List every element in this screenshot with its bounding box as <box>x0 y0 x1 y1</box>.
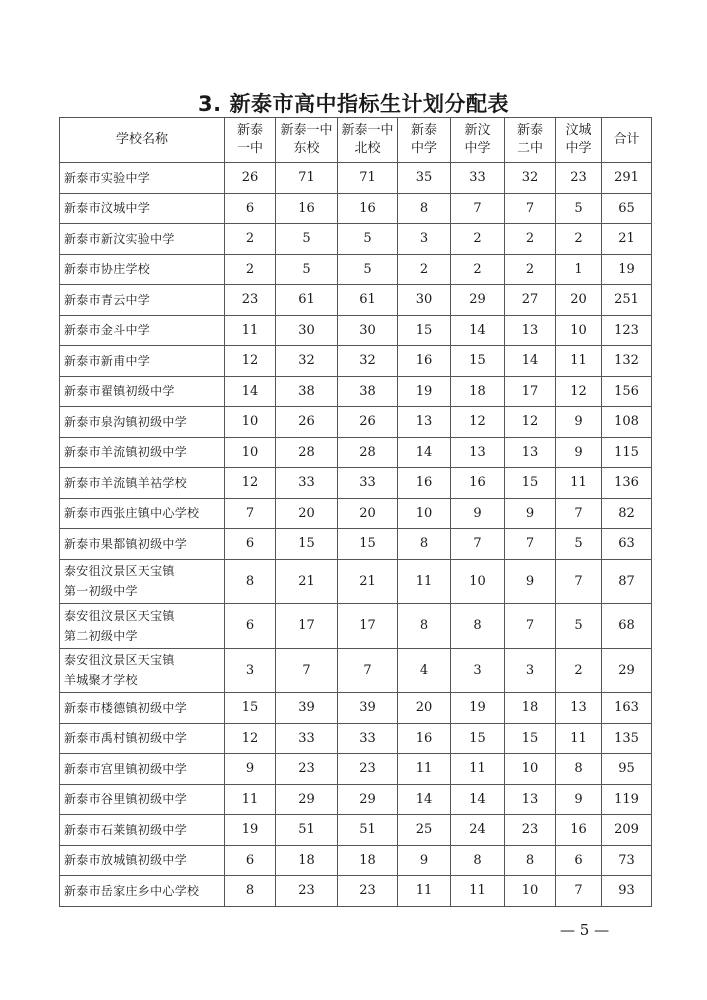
quota-cell: 3 <box>451 648 505 693</box>
quota-cell: 26 <box>338 407 398 438</box>
quota-cell: 8 <box>505 845 556 876</box>
quota-cell: 23 <box>338 754 398 785</box>
quota-cell: 13 <box>556 693 602 724</box>
quota-cell: 33 <box>338 723 398 754</box>
table-row <box>60 346 652 377</box>
quota-cell: 13 <box>505 315 556 346</box>
table-row <box>60 784 652 815</box>
school-name-cell: 新泰市石莱镇初级中学 <box>60 815 225 846</box>
quota-cell: 16 <box>398 468 451 499</box>
quota-cell: 33 <box>338 468 398 499</box>
quota-cell: 25 <box>398 815 451 846</box>
total-cell: 291 <box>602 163 652 194</box>
school-name-cell: 新泰市谷里镇初级中学 <box>60 784 225 815</box>
quota-cell: 26 <box>276 407 338 438</box>
quota-cell: 30 <box>276 315 338 346</box>
quota-cell: 23 <box>276 876 338 907</box>
table-row <box>60 845 652 876</box>
quota-cell: 12 <box>451 407 505 438</box>
quota-cell: 12 <box>505 407 556 438</box>
quota-cell: 32 <box>505 163 556 194</box>
header-wencheng-middle: 汶城 中学 <box>556 118 602 163</box>
quota-cell: 23 <box>505 815 556 846</box>
quota-cell: 6 <box>556 845 602 876</box>
quota-cell: 8 <box>451 845 505 876</box>
quota-cell: 30 <box>338 315 398 346</box>
quota-cell: 20 <box>276 498 338 529</box>
quota-cell: 7 <box>225 498 276 529</box>
quota-cell: 1 <box>556 254 602 285</box>
quota-cell: 19 <box>451 693 505 724</box>
quota-cell: 5 <box>276 224 338 255</box>
quota-cell: 5 <box>338 254 398 285</box>
quota-cell: 12 <box>225 346 276 377</box>
table-row <box>60 723 652 754</box>
quota-cell: 19 <box>225 815 276 846</box>
school-name-cell: 新泰市岳家庄乡中心学校 <box>60 876 225 907</box>
quota-cell: 15 <box>276 529 338 560</box>
total-cell: 73 <box>602 845 652 876</box>
header-xintai-middle: 新泰 中学 <box>398 118 451 163</box>
school-name-cell: 新泰市汶城中学 <box>60 193 225 224</box>
table-row <box>60 559 652 604</box>
quota-cell: 7 <box>276 648 338 693</box>
quota-cell: 15 <box>451 346 505 377</box>
quota-cell: 15 <box>338 529 398 560</box>
page-title: 3. 新泰市高中指标生计划分配表 <box>198 92 509 116</box>
quota-cell: 11 <box>556 723 602 754</box>
quota-cell: 7 <box>556 559 602 604</box>
table-row <box>60 529 652 560</box>
quota-cell: 11 <box>225 784 276 815</box>
quota-cell: 10 <box>505 754 556 785</box>
quota-cell: 14 <box>398 784 451 815</box>
school-name-cell: 新泰市青云中学 <box>60 285 225 316</box>
table-row <box>60 224 652 255</box>
quota-cell: 8 <box>451 604 505 649</box>
quota-cell: 17 <box>505 376 556 407</box>
quota-cell: 20 <box>398 693 451 724</box>
quota-cell: 33 <box>451 163 505 194</box>
quota-cell: 7 <box>338 648 398 693</box>
quota-cell: 3 <box>398 224 451 255</box>
quota-cell: 11 <box>398 754 451 785</box>
quota-cell: 8 <box>225 876 276 907</box>
quota-cell: 9 <box>556 784 602 815</box>
quota-cell: 18 <box>276 845 338 876</box>
quota-cell: 13 <box>398 407 451 438</box>
quota-cell: 14 <box>505 346 556 377</box>
quota-cell: 2 <box>451 254 505 285</box>
quota-cell: 10 <box>505 876 556 907</box>
total-cell: 209 <box>602 815 652 846</box>
quota-cell: 7 <box>556 876 602 907</box>
quota-cell: 15 <box>505 468 556 499</box>
quota-cell: 9 <box>398 845 451 876</box>
quota-cell: 35 <box>398 163 451 194</box>
total-cell: 251 <box>602 285 652 316</box>
quota-cell: 30 <box>398 285 451 316</box>
quota-cell: 32 <box>338 346 398 377</box>
quota-cell: 11 <box>398 559 451 604</box>
quota-cell: 33 <box>276 723 338 754</box>
quota-cell: 61 <box>338 285 398 316</box>
quota-cell: 32 <box>276 346 338 377</box>
table-row <box>60 876 652 907</box>
quota-cell: 51 <box>276 815 338 846</box>
total-cell: 108 <box>602 407 652 438</box>
quota-cell: 33 <box>276 468 338 499</box>
quota-cell: 13 <box>451 437 505 468</box>
table-row <box>60 437 652 468</box>
total-cell: 156 <box>602 376 652 407</box>
total-cell: 132 <box>602 346 652 377</box>
quota-cell: 16 <box>451 468 505 499</box>
quota-cell: 29 <box>338 784 398 815</box>
table-row <box>60 648 652 693</box>
quota-cell: 7 <box>451 529 505 560</box>
school-name-cell: 新泰市羊流镇初级中学 <box>60 437 225 468</box>
quota-cell: 7 <box>505 529 556 560</box>
quota-cell: 5 <box>276 254 338 285</box>
quota-cell: 10 <box>225 437 276 468</box>
header-xintai-no1-north: 新泰一中 北校 <box>338 118 398 163</box>
total-cell: 136 <box>602 468 652 499</box>
quota-cell: 8 <box>556 754 602 785</box>
page-number: — 5 — <box>560 921 610 939</box>
quota-cell: 8 <box>225 559 276 604</box>
table-row <box>60 376 652 407</box>
quota-cell: 6 <box>225 193 276 224</box>
quota-cell: 6 <box>225 529 276 560</box>
total-cell: 19 <box>602 254 652 285</box>
quota-cell: 71 <box>338 163 398 194</box>
school-name-cell: 新泰市协庄学校 <box>60 254 225 285</box>
quota-cell: 23 <box>276 754 338 785</box>
table-row <box>60 498 652 529</box>
quota-cell: 13 <box>505 437 556 468</box>
quota-cell: 39 <box>338 693 398 724</box>
quota-cell: 23 <box>225 285 276 316</box>
quota-cell: 2 <box>398 254 451 285</box>
quota-cell: 16 <box>398 723 451 754</box>
school-name-cell: 泰安徂汶景区天宝镇 羊城聚才学校 <box>60 648 225 693</box>
quota-cell: 39 <box>276 693 338 724</box>
header-xintai-no2: 新泰 二中 <box>505 118 556 163</box>
table-row <box>60 193 652 224</box>
school-name-cell: 新泰市果都镇初级中学 <box>60 529 225 560</box>
school-name-cell: 新泰市楼德镇初级中学 <box>60 693 225 724</box>
quota-cell: 17 <box>276 604 338 649</box>
school-name-cell: 新泰市金斗中学 <box>60 315 225 346</box>
quota-cell: 20 <box>556 285 602 316</box>
total-cell: 115 <box>602 437 652 468</box>
school-name-cell: 新泰市实验中学 <box>60 163 225 194</box>
quota-cell: 2 <box>225 224 276 255</box>
total-cell: 95 <box>602 754 652 785</box>
quota-cell: 26 <box>225 163 276 194</box>
quota-cell: 5 <box>556 529 602 560</box>
quota-cell: 8 <box>398 193 451 224</box>
quota-cell: 6 <box>225 845 276 876</box>
quota-cell: 15 <box>451 723 505 754</box>
quota-cell: 29 <box>451 285 505 316</box>
header-school: 学校名称 <box>60 118 225 163</box>
quota-cell: 6 <box>225 604 276 649</box>
table-row <box>60 754 652 785</box>
quota-cell: 5 <box>556 193 602 224</box>
quota-cell: 23 <box>556 163 602 194</box>
quota-cell: 7 <box>556 498 602 529</box>
quota-cell: 15 <box>398 315 451 346</box>
quota-cell: 5 <box>338 224 398 255</box>
total-cell: 68 <box>602 604 652 649</box>
quota-cell: 13 <box>505 784 556 815</box>
quota-cell: 10 <box>451 559 505 604</box>
quota-cell: 29 <box>276 784 338 815</box>
school-name-cell: 新泰市禹村镇初级中学 <box>60 723 225 754</box>
quota-cell: 2 <box>451 224 505 255</box>
quota-cell: 12 <box>225 468 276 499</box>
quota-cell: 11 <box>451 876 505 907</box>
quota-cell: 51 <box>338 815 398 846</box>
quota-cell: 15 <box>505 723 556 754</box>
total-cell: 119 <box>602 784 652 815</box>
quota-cell: 18 <box>505 693 556 724</box>
quota-cell: 16 <box>556 815 602 846</box>
total-cell: 21 <box>602 224 652 255</box>
table-row <box>60 315 652 346</box>
quota-cell: 15 <box>225 693 276 724</box>
school-name-cell: 泰安徂汶景区天宝镇 第一初级中学 <box>60 559 225 604</box>
header-row <box>60 118 652 163</box>
table-row <box>60 254 652 285</box>
quota-cell: 9 <box>556 437 602 468</box>
quota-cell: 11 <box>398 876 451 907</box>
quota-cell: 28 <box>276 437 338 468</box>
quota-cell: 7 <box>451 193 505 224</box>
quota-cell: 24 <box>451 815 505 846</box>
quota-cell: 5 <box>556 604 602 649</box>
quota-cell: 10 <box>556 315 602 346</box>
total-cell: 135 <box>602 723 652 754</box>
quota-cell: 27 <box>505 285 556 316</box>
school-name-cell: 泰安徂汶景区天宝镇 第二初级中学 <box>60 604 225 649</box>
total-cell: 93 <box>602 876 652 907</box>
quota-cell: 12 <box>225 723 276 754</box>
total-cell: 123 <box>602 315 652 346</box>
quota-cell: 8 <box>398 604 451 649</box>
quota-cell: 21 <box>338 559 398 604</box>
school-name-cell: 新泰市翟镇初级中学 <box>60 376 225 407</box>
school-name-cell: 新泰市宫里镇初级中学 <box>60 754 225 785</box>
quota-cell: 2 <box>505 254 556 285</box>
quota-cell: 9 <box>505 559 556 604</box>
total-cell: 65 <box>602 193 652 224</box>
header-xintai-no1-east: 新泰一中 东校 <box>276 118 338 163</box>
table-row <box>60 468 652 499</box>
quota-cell: 14 <box>398 437 451 468</box>
quota-cell: 16 <box>398 346 451 377</box>
quota-cell: 38 <box>276 376 338 407</box>
total-cell: 29 <box>602 648 652 693</box>
table-row <box>60 604 652 649</box>
quota-cell: 2 <box>556 224 602 255</box>
quota-cell: 3 <box>505 648 556 693</box>
quota-cell: 9 <box>505 498 556 529</box>
quota-cell: 14 <box>451 315 505 346</box>
quota-cell: 18 <box>338 845 398 876</box>
quota-cell: 12 <box>556 376 602 407</box>
table-row <box>60 815 652 846</box>
table-row <box>60 285 652 316</box>
school-name-cell: 新泰市新甫中学 <box>60 346 225 377</box>
quota-cell: 23 <box>338 876 398 907</box>
quota-cell: 2 <box>225 254 276 285</box>
quota-cell: 71 <box>276 163 338 194</box>
quota-cell: 11 <box>556 468 602 499</box>
table-row <box>60 163 652 194</box>
header-xinwen-middle: 新汶 中学 <box>451 118 505 163</box>
quota-cell: 17 <box>338 604 398 649</box>
quota-cell: 2 <box>556 648 602 693</box>
quota-cell: 14 <box>451 784 505 815</box>
quota-cell: 14 <box>225 376 276 407</box>
quota-cell: 2 <box>505 224 556 255</box>
quota-cell: 11 <box>225 315 276 346</box>
quota-cell: 11 <box>556 346 602 377</box>
school-name-cell: 新泰市泉沟镇初级中学 <box>60 407 225 438</box>
header-total: 合计 <box>602 118 652 163</box>
quota-cell: 10 <box>398 498 451 529</box>
quota-cell: 20 <box>338 498 398 529</box>
quota-cell: 61 <box>276 285 338 316</box>
quota-cell: 18 <box>451 376 505 407</box>
total-cell: 163 <box>602 693 652 724</box>
header-xintai-no1: 新泰 一中 <box>225 118 276 163</box>
table-row <box>60 693 652 724</box>
quota-cell: 19 <box>398 376 451 407</box>
table-row <box>60 407 652 438</box>
total-cell: 82 <box>602 498 652 529</box>
quota-cell: 10 <box>225 407 276 438</box>
quota-cell: 7 <box>505 193 556 224</box>
school-name-cell: 新泰市羊流镇羊祜学校 <box>60 468 225 499</box>
quota-cell: 9 <box>451 498 505 529</box>
quota-cell: 16 <box>338 193 398 224</box>
quota-cell: 9 <box>225 754 276 785</box>
quota-cell: 9 <box>556 407 602 438</box>
allocation-table <box>59 117 652 907</box>
school-name-cell: 新泰市西张庄镇中心学校 <box>60 498 225 529</box>
total-cell: 87 <box>602 559 652 604</box>
quota-cell: 7 <box>505 604 556 649</box>
quota-cell: 38 <box>338 376 398 407</box>
quota-cell: 11 <box>451 754 505 785</box>
quota-cell: 28 <box>338 437 398 468</box>
quota-cell: 21 <box>276 559 338 604</box>
quota-cell: 3 <box>225 648 276 693</box>
quota-cell: 8 <box>398 529 451 560</box>
school-name-cell: 新泰市新汶实验中学 <box>60 224 225 255</box>
school-name-cell: 新泰市放城镇初级中学 <box>60 845 225 876</box>
quota-cell: 4 <box>398 648 451 693</box>
quota-cell: 16 <box>276 193 338 224</box>
total-cell: 63 <box>602 529 652 560</box>
